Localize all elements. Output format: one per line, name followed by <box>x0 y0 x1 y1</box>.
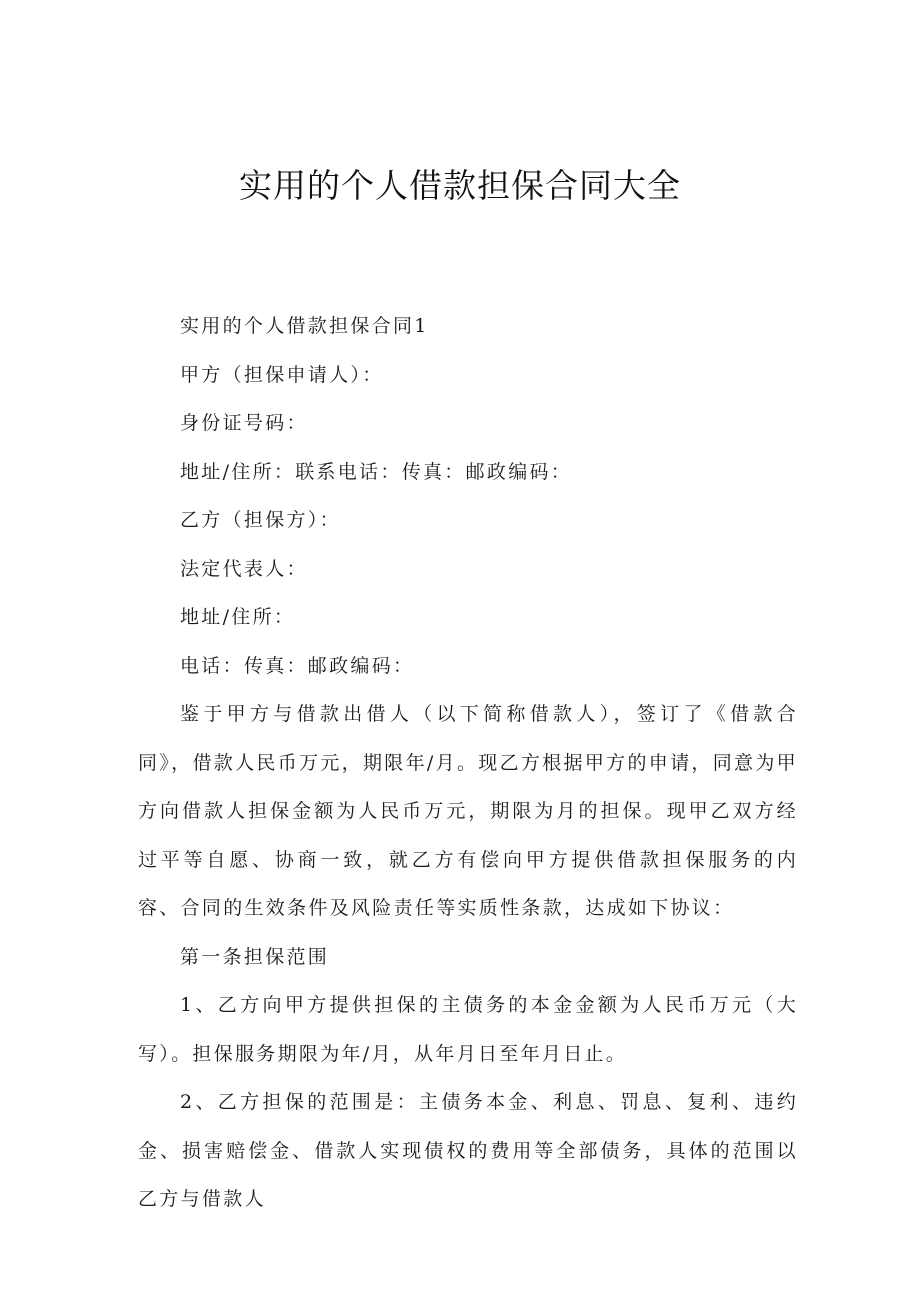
paragraph-preamble: 鉴于甲方与借款出借人（以下简称借款人），签订了《借款合同》，借款人民币万元，期限年/月。现乙方根据甲方的申请，同意为甲方向借款人担保金额为人民币万元，期限为月的担保。现甲乙双方经过平等自愿、协商一致，就乙方有偿向甲方提供借款担保服务的内容、合同的生效条件及风险责任等实质性条款，达成如下协议： <box>138 703 798 919</box>
document-title: 实用的个人借款担保合同大全 <box>239 166 681 205</box>
paragraph-article-1-heading: 第一条担保范围 <box>180 945 330 968</box>
paragraph-party-b-address: 地址/住所： <box>180 606 296 628</box>
paragraph-contract-heading: 实用的个人借款担保合同1 <box>180 315 429 337</box>
paragraph-party-b: 乙方（担保方）： <box>180 509 341 531</box>
paragraph-legal-representative: 法定代表人： <box>180 557 308 580</box>
paragraph-party-b-contact: 电话：传真：邮政编码： <box>180 654 415 677</box>
paragraph-id-number: 身份证号码： <box>180 412 308 434</box>
document-body <box>138 302 798 1224</box>
paragraph-party-a: 甲方（担保申请人）： <box>180 363 384 386</box>
paragraph-article-1-item-2: 2、乙方担保的范围是：主债务本金、利息、罚息、复利、违约金、损害赔偿金、借款人实现债权的费用等全部债务，具体的范围以乙方与借款人 <box>138 1091 798 1210</box>
paragraph-party-a-address: 地址/住所：联系电话：传真：邮政编码： <box>180 460 573 483</box>
paragraph-article-1-item-1: 1、乙方向甲方提供担保的主债务的本金金额为人民币万元（大写）。担保服务期限为年/月，从年月日至年月日止。 <box>138 994 798 1065</box>
